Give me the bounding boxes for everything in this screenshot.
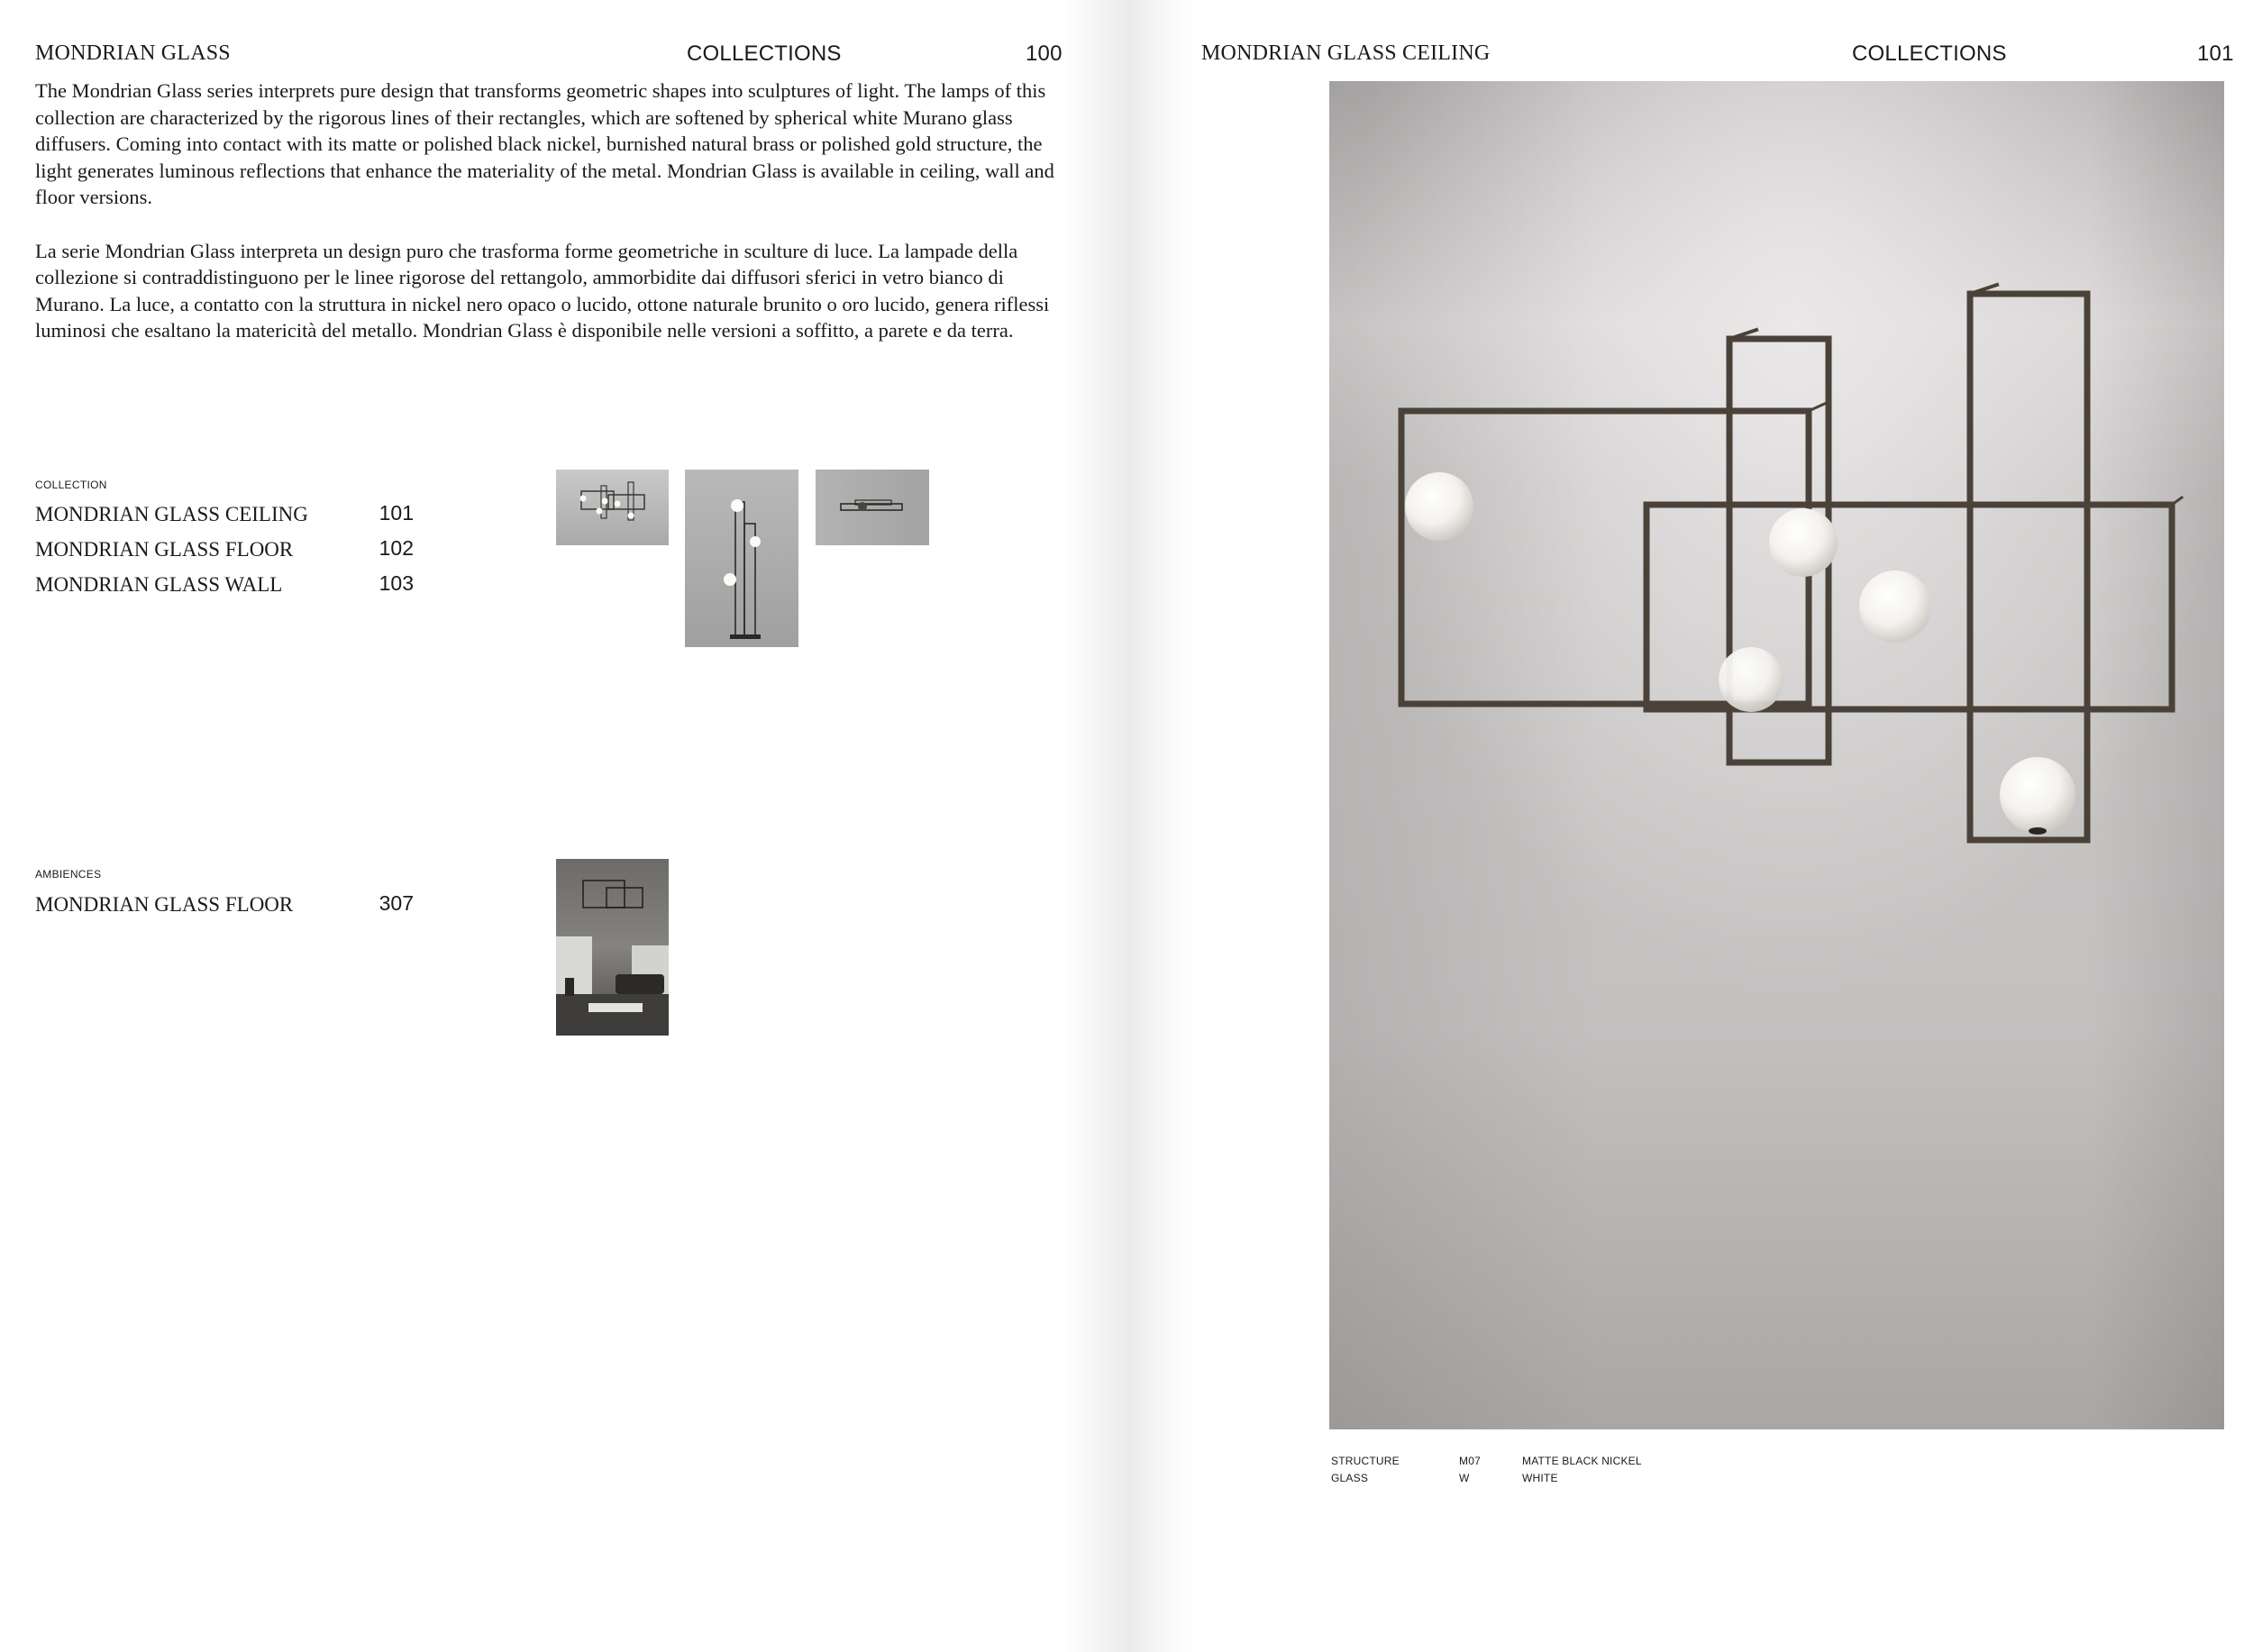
thumbnail-wall[interactable] [816,470,929,545]
thumbnail-ceiling[interactable] [556,470,669,545]
collection-label: COLLECTION [35,479,107,491]
collection-item-name: MONDRIAN GLASS CEILING [35,503,308,525]
ceiling-lamp-illustration [1329,81,2224,1429]
spec-structure-label: STRUCTURE [1331,1455,1400,1467]
collection-item-page: 102 [379,536,414,560]
collection-item-name: MONDRIAN GLASS WALL [35,573,283,596]
intro-italian: La serie Mondrian Glass interpreta un design puro che trasforma forme geometriche in sculture di luce. La lampade della collezione si contraddistinguono per le linee rigorose del rettangolo, ammorbidite dai diffusori sferici in vetro bianco di Murano. La luce, a contatto con la struttura in nickel nero opaco o lucido, ottone naturale brunito o oro lucido, genera riflessi luminosi che esaltano la matericità del metallo. Mondrian Glass è disponibile nelle versioni a soffitto, a parete e da terra. [35,239,1050,342]
spec-glass-label: GLASS [1331,1472,1369,1484]
intro-text [35,78,1063,371]
right-page-number: 101 [2197,41,2234,66]
collection-item-page: 103 [379,571,414,595]
thumbnail-ambience[interactable] [556,859,669,1036]
left-header-title: MONDRIAN GLASS [35,41,231,65]
spec-structure-code: M07 [1459,1455,1481,1467]
right-header-section: COLLECTIONS [1852,41,2007,66]
right-header-title: MONDRIAN GLASS CEILING [1201,41,1491,65]
spec-glass-code: W [1459,1472,1470,1484]
right-page [1126,0,2253,1652]
left-page [0,0,1126,1652]
ambiences-label: AMBIENCES [35,868,102,881]
collection-item-page: 101 [379,501,414,525]
left-header-section: COLLECTIONS [687,41,842,66]
ambience-item-floor[interactable] [35,893,414,924]
collection-item-wall[interactable] [35,573,414,604]
left-page-number: 100 [1026,41,1063,66]
collection-item-name: MONDRIAN GLASS FLOOR [35,538,294,561]
ceiling-lamp-photo [1329,81,2224,1429]
ambience-item-name: MONDRIAN GLASS FLOOR [35,893,294,916]
spec-structure-value: MATTE BLACK NICKEL [1522,1455,1642,1467]
collection-item-floor[interactable] [35,538,414,569]
ambience-item-page: 307 [379,891,414,915]
thumbnail-floor[interactable] [685,470,798,647]
collection-item-ceiling[interactable] [35,503,414,534]
intro-english: The Mondrian Glass series interprets pure design that transforms geometric shapes into sculptures of light. The lamps of this collection are characterized by the rigorous lines of their rectangles, which are softened by spherical white Murano glass diffusers. Coming into contact with its matte or polished black nickel, burnished natural brass or polished gold structure, the light generates luminous reflections that enhance the materiality of the metal. Mondrian Glass is available in ceiling, wall and floor versions. [35,79,1054,209]
spec-glass-value: WHITE [1522,1472,1558,1484]
